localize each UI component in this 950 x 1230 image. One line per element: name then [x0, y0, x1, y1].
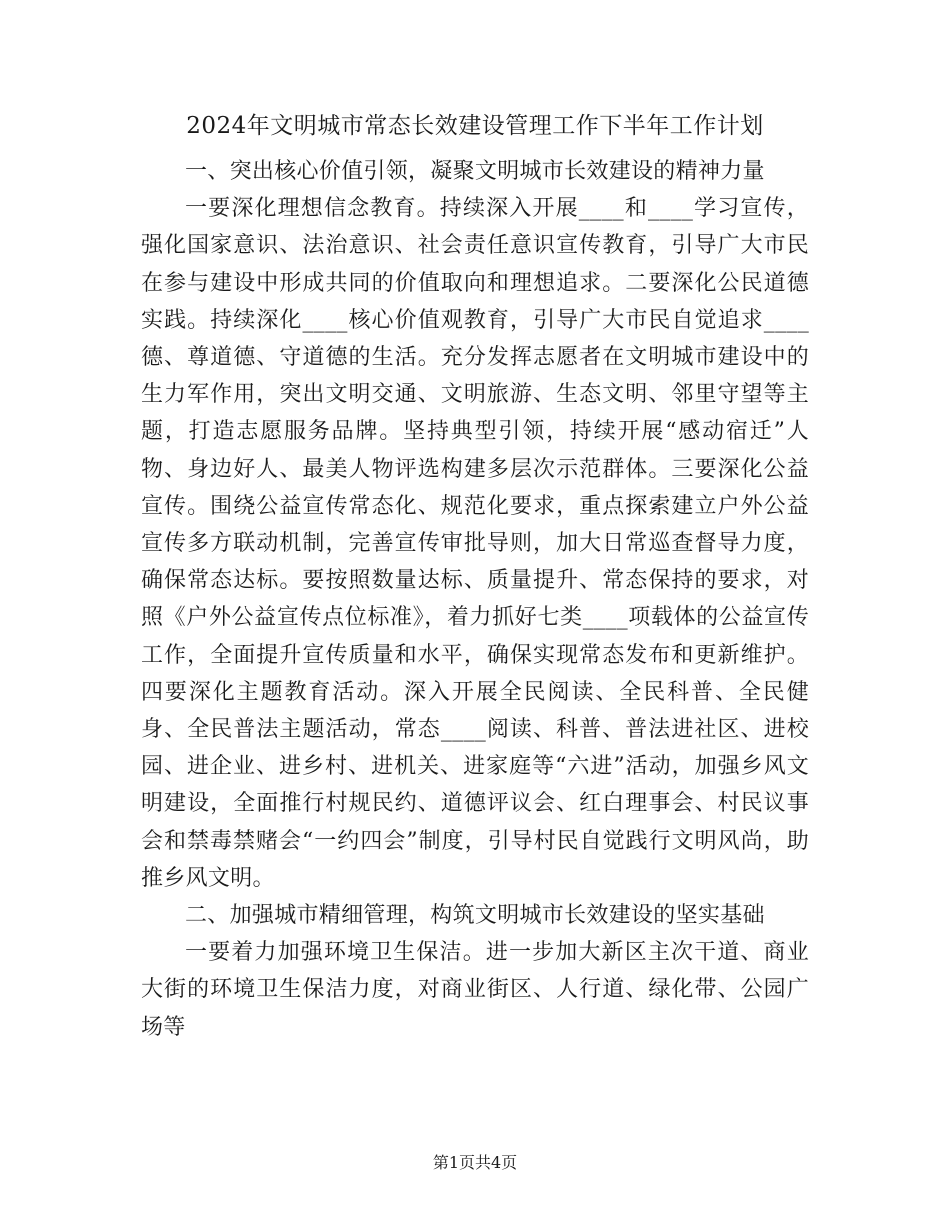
document-body: [141, 153, 809, 1046]
page-number-footer: 第1页共4页: [432, 1153, 518, 1172]
body-paragraph-1: 一要深化理想信念教育。持续深入开展____和____学习宣传，强化国家意识、法治意识、社会责任意识宣传教育，引导广大市民在参与建设中形成共同的价值取向和理想追求。二要深化公民道德实践。持续深化____核心价值观教育，引导广大市民自觉追求____德、尊道德、守道德的生活。充分发挥志愿者在文明城市建设中的生力军作用，突出文明交通、文明旅游、生态文明、邻里守望等主题，打造志愿服务品牌。坚持典型引领，持续开展“感动宿迁”人物、身边好人、最美人物评选构建多层次示范群体。三要深化公益宣传。围绕公益宣传常态化、规范化要求，重点探索建立户外公益宣传多方联动机制，完善宣传审批导则，加大日常巡查督导力度，确保常态达标。要按照数量达标、质量提升、常态保持的要求，对照《户外公益宣传点位标准》，着力抓好七类____项载体的公益宣传工作，全面提升宣传质量和水平，确保实现常态发布和更新维护。四要深化主题教育活动。深入开展全民阅读、全民科普、全民健身、全民普法主题活动，常态____阅读、科普、普法进社区、进校园、进企业、进乡村、进机关、进家庭等“六进”活动，加强乡风文明建设，全面推行村规民约、道德评议会、红白理事会、村民议事会和禁毒禁赌会“一约四会”制度，引导村民自觉践行文明风尚，助推乡风文明。: [141, 196, 809, 891]
section-heading-1: 一、突出核心价值引领，凝聚文明城市长效建设的精神力量: [185, 159, 765, 184]
document-title: 2024年文明城市常态长效建设管理工作下半年工作计划: [186, 113, 764, 139]
body-paragraph-2: 一要着力加强环境卫生保洁。进一步加大新区主次干道、商业大街的环境卫生保洁力度，对商业街区、人行道、绿化带、公园广场等: [141, 940, 809, 1040]
section-heading-2: 二、加强城市精细管理，构筑文明城市长效建设的坚实基础: [185, 903, 765, 929]
